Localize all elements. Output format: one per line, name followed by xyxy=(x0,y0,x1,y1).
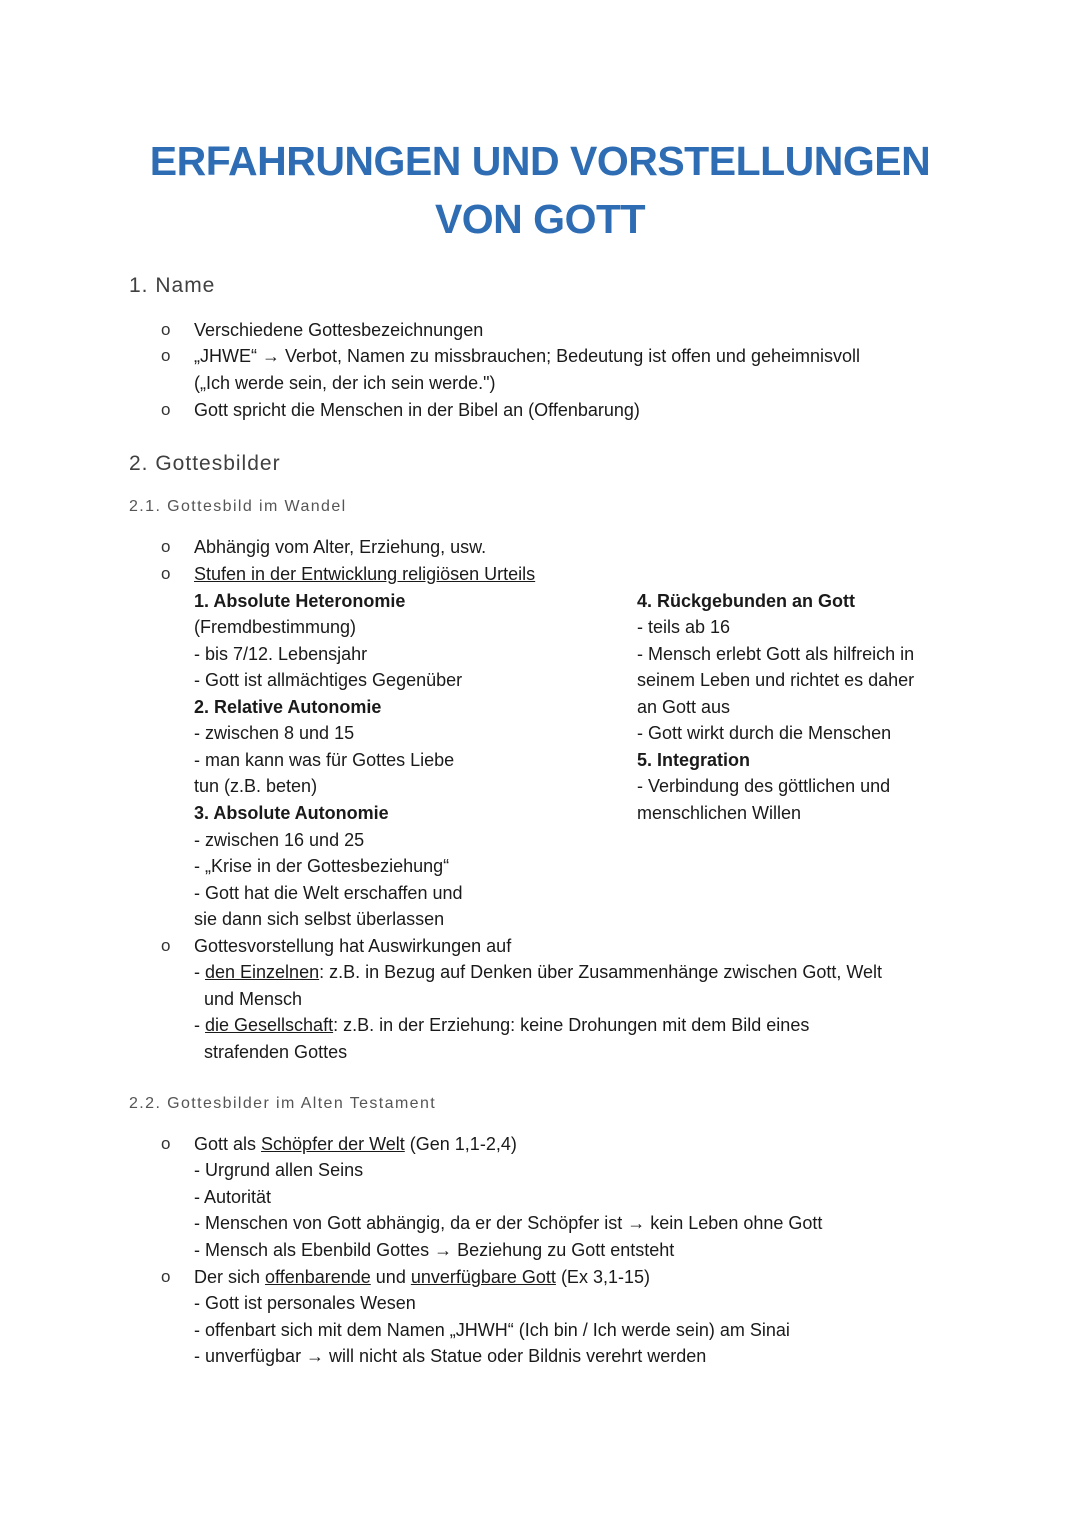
stage-heading: 1. Absolute Heteronomie xyxy=(194,591,406,611)
title-line-1: ERFAHRUNGEN UND VORSTELLUNGEN xyxy=(149,138,931,184)
stage-heading: 3. Absolute Autonomie xyxy=(194,803,389,823)
stage-line: - Verbindung des göttlichen und xyxy=(637,776,891,796)
stage-line: - Gott wirkt durch die Menschen xyxy=(637,723,892,743)
section-heading-name: 1. Name xyxy=(129,274,216,297)
title-line-2: VON GOTT xyxy=(434,196,646,242)
stage-line: - zwischen 8 und 15 xyxy=(194,723,355,743)
stage-heading: 2. Relative Autonomie xyxy=(194,697,382,717)
subsection-heading-altes-testament: 2.2. Gottesbilder im Alten Testament xyxy=(129,1095,437,1112)
subsection-heading-wandel: 2.1. Gottesbild im Wandel xyxy=(129,498,347,515)
bullet-icon: o xyxy=(161,537,171,556)
stage-line: - zwischen 16 und 25 xyxy=(194,830,365,850)
stage-line: seinem Leben und richtet es daher xyxy=(637,670,915,690)
effect-line: strafenden Gottes xyxy=(204,1042,348,1062)
stage-line: - man kann was für Gottes Liebe xyxy=(194,750,455,770)
stage-heading: 4. Rückgebunden an Gott xyxy=(637,591,856,611)
bullet-icon: o xyxy=(161,1134,171,1153)
document-title xyxy=(0,132,1080,248)
bullet-icon: o xyxy=(161,564,171,583)
section-heading-gottesbilder: 2. Gottesbilder xyxy=(129,452,281,475)
stage-line: - Gott hat die Welt erschaffen und xyxy=(194,883,463,903)
detail-line: - Menschen von Gott abhängig, da er der Schöpfer ist → kein Leben ohne Gott xyxy=(194,1213,823,1233)
stage-line: tun (z.B. beten) xyxy=(194,776,318,796)
stage-line: - Gott ist allmächtiges Gegenüber xyxy=(194,670,463,690)
bullet-icon: o xyxy=(161,936,171,955)
list-item-continuation: („Ich werde sein, der ich sein werde.") xyxy=(194,373,496,393)
detail-line: - Mensch als Ebenbild Gottes → Beziehung zu Gott entsteht xyxy=(194,1240,675,1260)
detail-line: - unverfügbar → will nicht als Statue oder Bildnis verehrt werden xyxy=(194,1346,707,1366)
bullet-icon: o xyxy=(161,346,171,365)
stage-line: - bis 7/12. Lebensjahr xyxy=(194,644,368,664)
document-page: ERFAHRUNGEN UND VORSTELLUNGEN VON GOTT 1. Name o Verschiedene Gottesbezeichnungen o „JHWE“ → Verbot, Namen zu missbrauchen; Bedeutung ist offen und geheimnisvoll („Ich werde sein, der ich sein werde.") o Gott spricht die Menschen in der Bibel an (Offenbarung) 2. Gottesbilder 2.1. Gottesbild im Wandel o Abhängig vom Alter, Erziehung, usw. o Stufen in der Entwicklung religiösen Urteils 1. Absolute Heteronomie (Fremdbestimmung) - bis 7/12. Lebensjahr - Gott ist allmächtiges Gegenüber 2. Relative Autonomie - zwischen 8 und 15 - man kann was für Gottes Liebe tun (z.B. beten) 3. Absolute Autonomie - zwischen 16 und 25 - „Krise in der Gottesbeziehung“ - Gott hat die Welt erschaffen und sie dann sich selbst überlassen 4. Rückgebunden an Gott - teils ab 16 - Mensch erlebt Gott als hilfreich in seinem Leben und richtet es daher an Gott aus - Gott wirkt durch die Menschen 5. Integration - Verbindung des göttlichen und menschlichen Willen o Gottesvorstellung hat Auswirkungen auf - den Einzelnen: z.B. in Bezug auf Denken über Zusammenhänge zwischen Gott, Welt und Mensch - die Gesellschaft: z.B. in der Erziehung: keine Drohungen mit dem Bild eines strafenden Gottes 2.2. Gottesbilder im Alten Testament o Gott als Schöpfer der Welt (Gen 1,1-2,4) - Urgrund allen Seins - Autorität - Menschen von Gott abhängig, da er der Schöpfer ist → kein Leben ohne Gott - Mensch als Ebenbild Gottes → Beziehung zu Gott entsteht o Der sich offenbarende und unverfügbare Gott (Ex 3,1-15) - Gott ist personales Wesen - offenbart sich mit dem Namen „JHWH“ (Ich bin / Ich werde sein) am Sinai - unverfügbar → will nicht als Statue oder Bildnis verehrt werden xyxy=(0,0,1080,1527)
stage-line: - teils ab 16 xyxy=(637,617,731,637)
effect-line: - die Gesellschaft: z.B. in der Erziehung: keine Drohungen mit dem Bild eines xyxy=(194,1015,810,1035)
effect-line: - den Einzelnen: z.B. in Bezug auf Denken über Zusammenhänge zwischen Gott, Welt xyxy=(194,962,883,982)
stage-heading: 5. Integration xyxy=(637,750,751,770)
detail-line: - Gott ist personales Wesen xyxy=(194,1293,416,1313)
detail-line: - Urgrund allen Seins xyxy=(194,1160,364,1180)
stage-line: an Gott aus xyxy=(637,697,731,717)
stage-line: menschlichen Willen xyxy=(637,803,802,823)
stage-line: sie dann sich selbst überlassen xyxy=(194,909,445,929)
effect-line: und Mensch xyxy=(204,989,303,1009)
bullet-icon: o xyxy=(161,320,171,339)
stage-line: - „Krise in der Gottesbeziehung“ xyxy=(194,856,450,876)
detail-line: - Autorität xyxy=(194,1187,272,1207)
stage-line: (Fremdbestimmung) xyxy=(194,617,357,637)
bullet-icon: o xyxy=(161,1267,171,1286)
detail-line: - offenbart sich mit dem Namen „JHWH“ (Ich bin / Ich werde sein) am Sinai xyxy=(194,1320,790,1340)
stage-line: - Mensch erlebt Gott als hilfreich in xyxy=(637,644,915,664)
bullet-icon: o xyxy=(161,400,171,419)
